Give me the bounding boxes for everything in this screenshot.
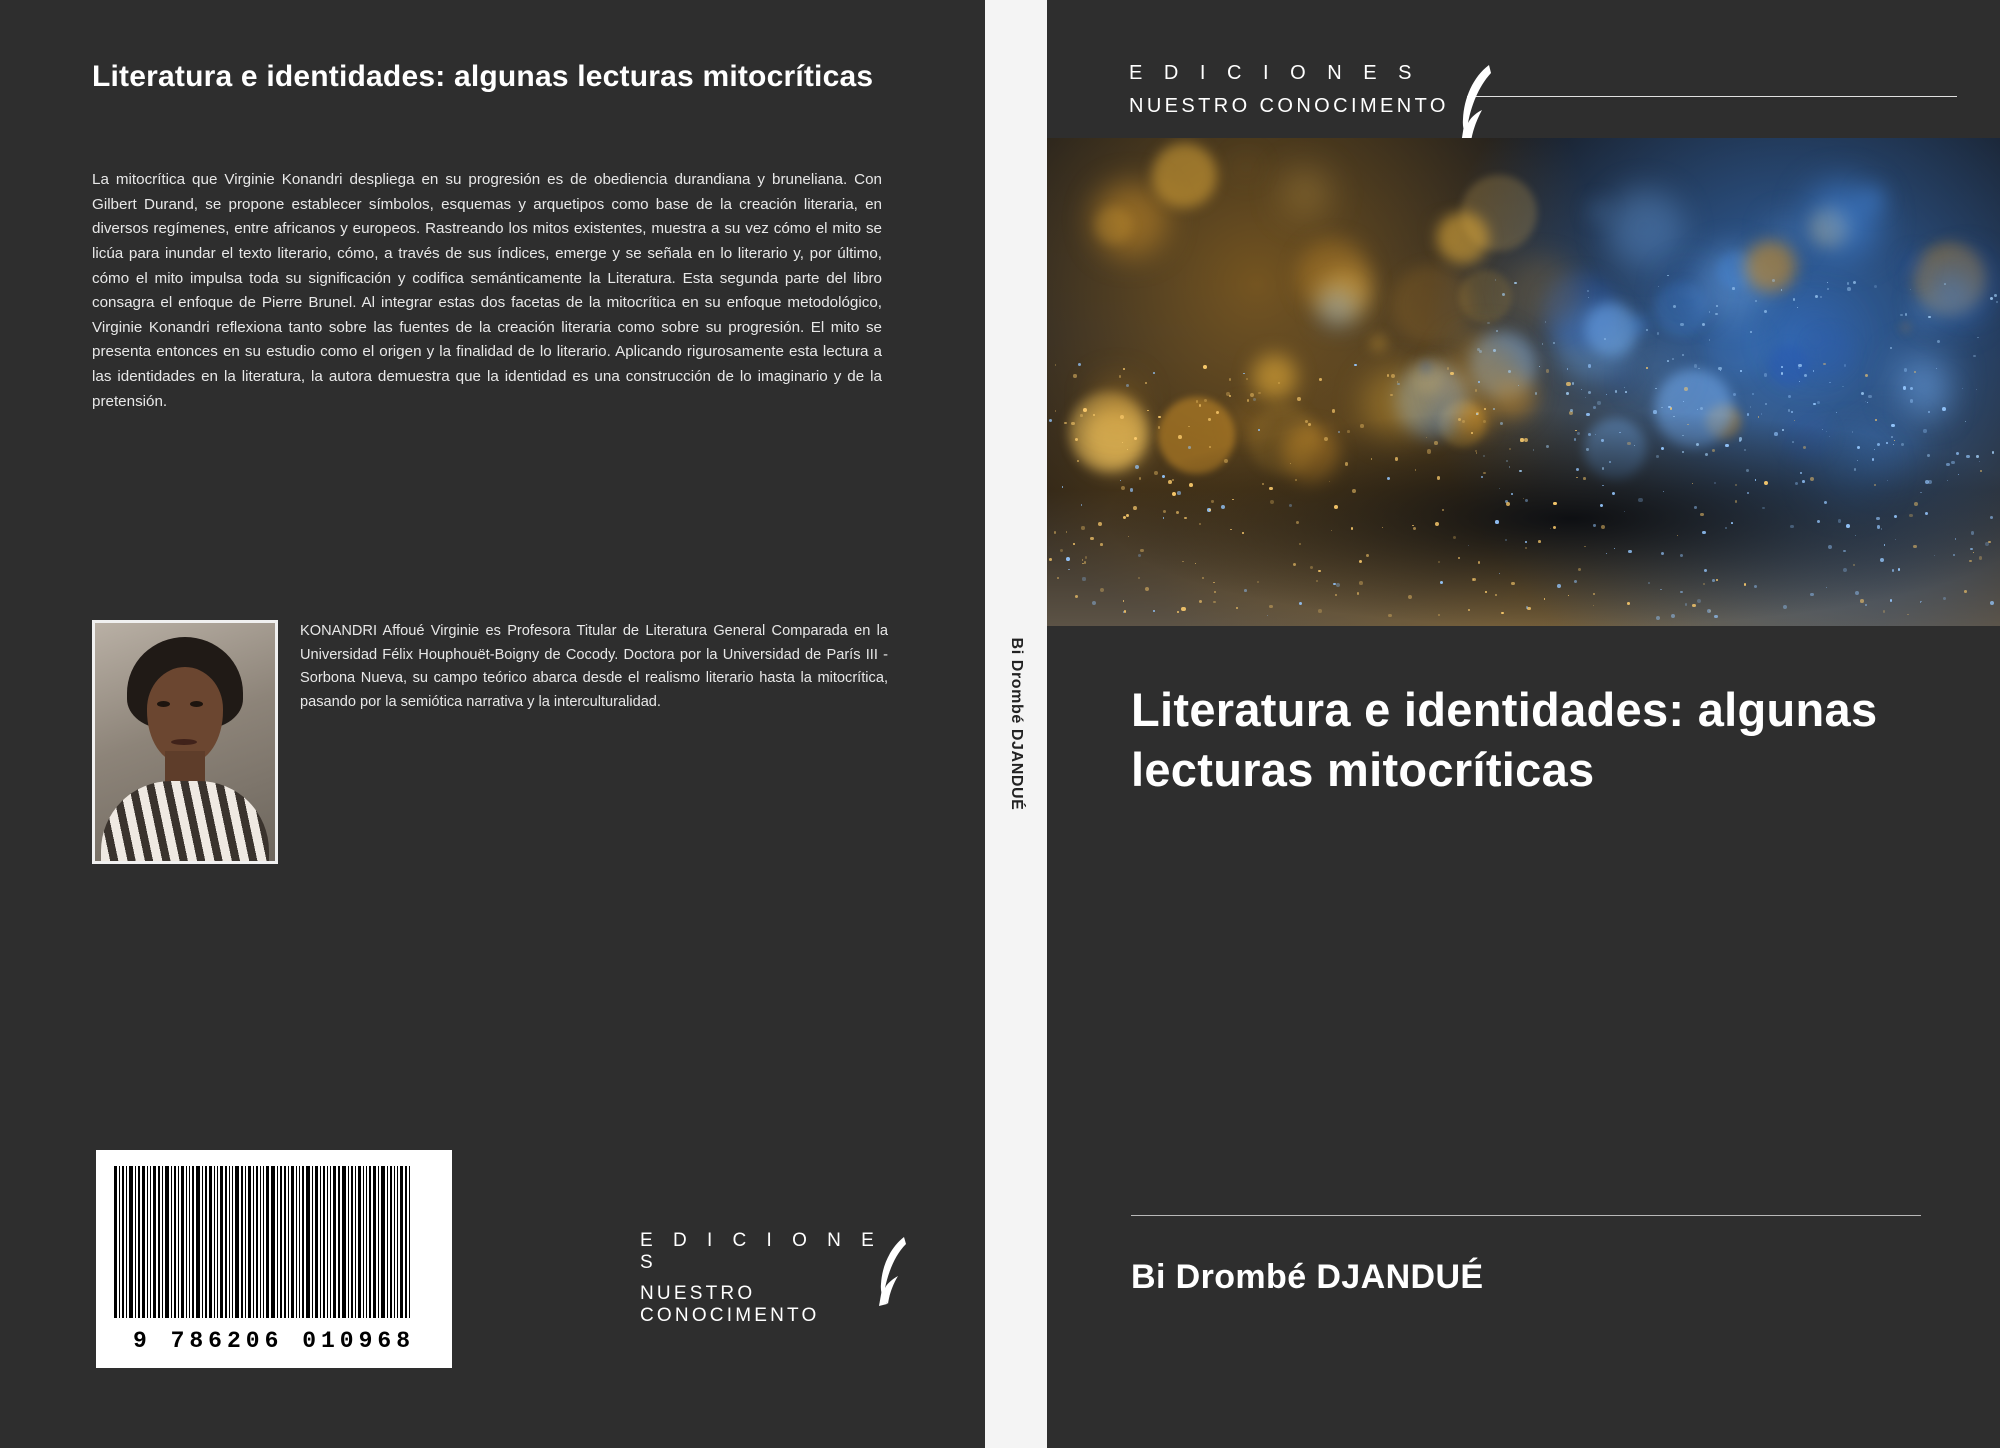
back-cover-blurb: La mitocrítica que Virginie Konandri despliega en su progresión es de obediencia durandiana y bruneliana. Con Gilbert Durand, se propone establecer símbolos, esquemas y arquetipos como base de la creación literaria, en diversos regímenes, entre africanos y europeos. Rastreando los mitos existentes, muestra a su vez cómo el mito se licúa para inundar el texto literario, cómo, a través de sus índices, emerge y se señala en lo literario y, por último, cómo el mito impulsa toda su significación y codifica semánticamente la Literatura. Esta segunda parte del libro consagra el enfoque de Pierre Brunel. Al integrar estas dos facetas de la mitocrítica en su enfoque metodológico, Virginie Konandri reflexiona tanto sobre las fuentes de la creación literaria como sobre su progresión. El mito se presenta entonces en su estudio como el origen y la finalidad de lo literario. Aplicando rigurosamente esta lectura a las identidades en la literatura, la autora demuestra que la identidad es una construcción de lo imaginario y de la pretensión. bbox=[92, 171, 882, 410]
spine-author-text: Bi Drombé DJANDUÉ bbox=[1008, 637, 1025, 811]
front-cover bbox=[1047, 0, 2000, 1448]
header-divider bbox=[1467, 96, 1957, 97]
publisher-name-line1: E D I C I O N E S bbox=[640, 1230, 882, 1273]
cover-artwork bbox=[1047, 138, 2000, 626]
front-cover-author: Bi Drombé DJANDUÉ bbox=[1131, 1258, 1484, 1296]
front-cover-title: Literatura e identidades: algunas lecturas mitocríticas bbox=[1131, 683, 1878, 796]
back-cover bbox=[0, 0, 985, 1448]
publisher-name-line2: NUESTRO CONOCIMENTO bbox=[640, 1283, 820, 1326]
barcode-icon bbox=[96, 1150, 452, 1368]
back-cover-title: Literatura e identidades: algunas lecturas mitocríticas bbox=[92, 60, 874, 93]
publisher-logo-back bbox=[640, 1230, 910, 1326]
book-spine bbox=[985, 0, 1047, 1448]
author-biography: KONANDRI Affoué Virginie es Profesora Titular de Literatura General Comparada en la Universidad Félix Houphouët-Boigny de Cocody. Doctora por la Universidad de París III - Sorbona Nueva, su campo teórico abarca desde el realismo literario hasta la mitocrítica, pasando por la semiótica narrativa y la interculturalidad. bbox=[300, 623, 888, 710]
publisher-name-line2-front: NUESTRO CONOCIMENTO bbox=[1129, 95, 1449, 117]
quill-pen-icon bbox=[874, 1234, 914, 1308]
author-portrait bbox=[92, 620, 278, 864]
publisher-logo-front bbox=[1129, 62, 1449, 118]
quill-pen-icon-front bbox=[1455, 62, 1501, 146]
front-cover-divider bbox=[1131, 1215, 1921, 1216]
isbn-digits: 9 786206 010968 bbox=[132, 1328, 416, 1354]
publisher-name-line1-front: E D I C I O N E S bbox=[1129, 62, 1420, 84]
